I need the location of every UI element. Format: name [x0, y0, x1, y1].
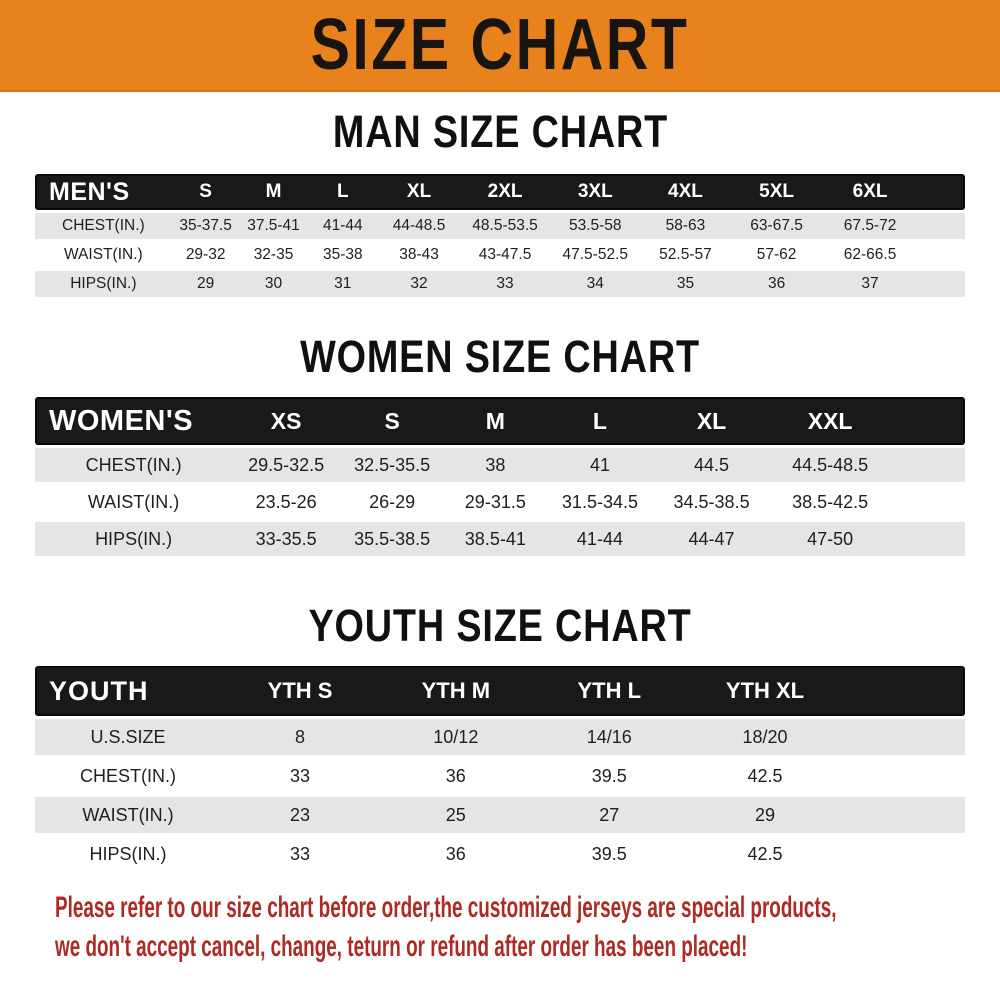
size-chart-banner [0, 0, 1000, 92]
cell: 38.5-41 [444, 522, 546, 556]
disclaimer-line-1: Please refer to our size chart before order,the customized jerseys are special products, [55, 891, 837, 924]
women-size-header: XXL [770, 397, 891, 445]
youth-heading-text: YOUTH SIZE CHART [308, 600, 692, 651]
cell: 52.5-57 [640, 242, 730, 268]
women-header-row [35, 397, 965, 445]
women-size-header: S [340, 397, 444, 445]
row-label: CHEST(IN.) [35, 448, 232, 482]
cell: 23.5-26 [232, 485, 340, 519]
women-hips-row [35, 522, 965, 556]
cell: 32.5-35.5 [340, 448, 444, 482]
cell-filler [844, 719, 965, 755]
cell: 29.5-32.5 [232, 448, 340, 482]
cell: 38 [444, 448, 546, 482]
cell: 29-32 [172, 242, 240, 268]
man-size-header: S [172, 174, 240, 210]
man-chest-row [35, 213, 965, 239]
cell: 18/20 [686, 719, 844, 755]
cell-filler [891, 485, 965, 519]
cell: 43-47.5 [460, 242, 550, 268]
youth-hips-row [35, 836, 965, 872]
man-header-row [35, 174, 965, 210]
cell: 29 [172, 271, 240, 297]
women-size-header: M [444, 397, 546, 445]
order-disclaimer-note [55, 891, 1000, 969]
man-size-header: 6XL [823, 174, 918, 210]
cell: 47-50 [770, 522, 891, 556]
cell: 23 [221, 797, 379, 833]
man-section-heading [0, 106, 1000, 157]
cell: 42.5 [686, 836, 844, 872]
women-section-heading [0, 331, 1000, 382]
women-size-header: L [546, 397, 653, 445]
man-waist-row [35, 242, 965, 268]
youth-size-header: YTH M [379, 666, 532, 716]
cell: 42.5 [686, 758, 844, 794]
cell: 31.5-34.5 [546, 485, 653, 519]
cell: 26-29 [340, 485, 444, 519]
man-size-table [35, 171, 965, 300]
cell: 47.5-52.5 [550, 242, 640, 268]
youth-header-row [35, 666, 965, 716]
page-title: SIZE CHART [310, 5, 690, 85]
man-size-header: M [240, 174, 308, 210]
youth-section-heading [0, 600, 1000, 651]
cell-filler [844, 797, 965, 833]
youth-chest-row [35, 758, 965, 794]
cell: 32-35 [240, 242, 308, 268]
row-label: HIPS(IN.) [35, 522, 232, 556]
cell: 33 [460, 271, 550, 297]
cell-filler [917, 213, 965, 239]
cell: 48.5-53.5 [460, 213, 550, 239]
man-size-header: 3XL [550, 174, 640, 210]
cell: 36 [379, 758, 532, 794]
cell: 10/12 [379, 719, 532, 755]
cell-filler [917, 271, 965, 297]
man-hips-row [35, 271, 965, 297]
cell: 67.5-72 [823, 213, 918, 239]
cell: 29-31.5 [444, 485, 546, 519]
cell-filler [891, 448, 965, 482]
cell-filler [844, 836, 965, 872]
cell: 44-48.5 [378, 213, 460, 239]
cell: 35.5-38.5 [340, 522, 444, 556]
cell: 39.5 [533, 758, 686, 794]
man-size-header: L [307, 174, 378, 210]
cell: 44.5 [653, 448, 769, 482]
cell: 63-67.5 [731, 213, 823, 239]
women-waist-row [35, 485, 965, 519]
youth-size-header: YTH S [221, 666, 379, 716]
cell: 34.5-38.5 [653, 485, 769, 519]
cell: 31 [307, 271, 378, 297]
cell: 14/16 [533, 719, 686, 755]
header-filler [917, 174, 965, 210]
youth-ussize-row [35, 719, 965, 755]
row-label: WAIST(IN.) [35, 797, 221, 833]
man-corner-label: MEN'S [35, 174, 172, 210]
cell: 29 [686, 797, 844, 833]
cell: 33-35.5 [232, 522, 340, 556]
row-label: WAIST(IN.) [35, 242, 172, 268]
cell: 41 [546, 448, 653, 482]
cell: 36 [379, 836, 532, 872]
header-filler [891, 397, 965, 445]
header-filler [844, 666, 965, 716]
cell: 35-38 [307, 242, 378, 268]
row-label: CHEST(IN.) [35, 213, 172, 239]
cell: 38-43 [378, 242, 460, 268]
cell: 27 [533, 797, 686, 833]
row-label: HIPS(IN.) [35, 271, 172, 297]
women-chest-row [35, 448, 965, 482]
man-size-header: XL [378, 174, 460, 210]
cell: 41-44 [546, 522, 653, 556]
cell: 39.5 [533, 836, 686, 872]
cell: 33 [221, 758, 379, 794]
man-size-header: 4XL [640, 174, 730, 210]
cell-filler [844, 758, 965, 794]
cell: 34 [550, 271, 640, 297]
cell: 57-62 [731, 242, 823, 268]
cell: 62-66.5 [823, 242, 918, 268]
row-label: CHEST(IN.) [35, 758, 221, 794]
women-size-header: XL [653, 397, 769, 445]
cell-filler [891, 522, 965, 556]
cell-filler [917, 242, 965, 268]
cell: 35 [640, 271, 730, 297]
youth-corner-label: YOUTH [35, 666, 221, 716]
man-heading-text: MAN SIZE CHART [332, 106, 668, 157]
row-label: U.S.SIZE [35, 719, 221, 755]
cell: 37.5-41 [240, 213, 308, 239]
man-size-header: 2XL [460, 174, 550, 210]
cell: 44.5-48.5 [770, 448, 891, 482]
cell: 36 [731, 271, 823, 297]
youth-size-header: YTH L [533, 666, 686, 716]
cell: 38.5-42.5 [770, 485, 891, 519]
row-label: HIPS(IN.) [35, 836, 221, 872]
row-label: WAIST(IN.) [35, 485, 232, 519]
cell: 44-47 [653, 522, 769, 556]
cell: 37 [823, 271, 918, 297]
cell: 58-63 [640, 213, 730, 239]
cell: 25 [379, 797, 532, 833]
cell: 35-37.5 [172, 213, 240, 239]
youth-size-table [35, 663, 965, 875]
cell: 8 [221, 719, 379, 755]
cell: 30 [240, 271, 308, 297]
youth-waist-row [35, 797, 965, 833]
youth-size-header: YTH XL [686, 666, 844, 716]
women-corner-label: WOMEN'S [35, 397, 232, 445]
women-size-header: XS [232, 397, 340, 445]
cell: 33 [221, 836, 379, 872]
cell: 32 [378, 271, 460, 297]
women-heading-text: WOMEN SIZE CHART [300, 331, 700, 382]
cell: 53.5-58 [550, 213, 640, 239]
cell: 41-44 [307, 213, 378, 239]
man-size-header: 5XL [731, 174, 823, 210]
women-size-table [35, 394, 965, 559]
disclaimer-line-2: we don't accept cancel, change, teturn or refund after order has been placed! [55, 930, 748, 963]
